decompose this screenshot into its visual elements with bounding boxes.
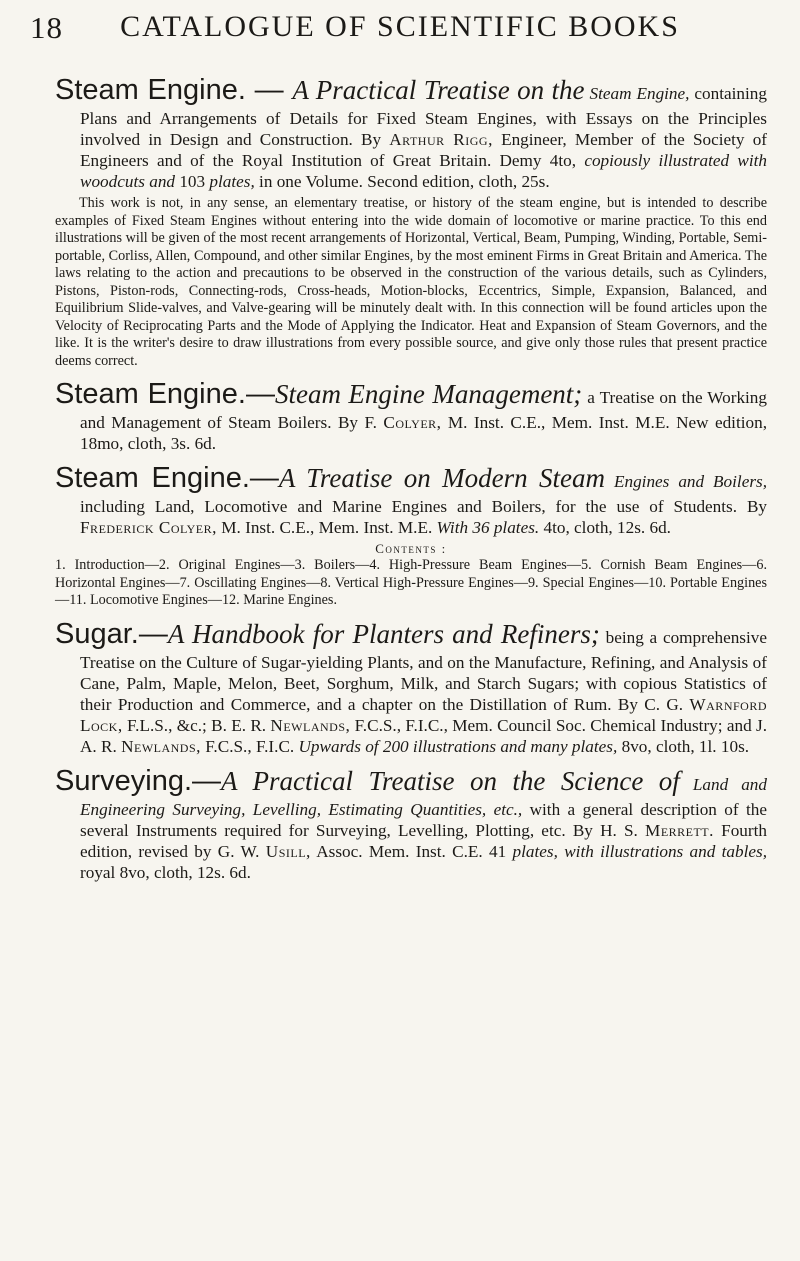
entry-text: F.C.S., F.I.C.	[200, 736, 299, 756]
entry-title: A Handbook for Planters and Refiners;	[167, 618, 600, 649]
catalogue-entry	[55, 616, 767, 757]
entry-title-cont: Engines and Boilers,	[613, 472, 767, 491]
entry-title: Steam Engine Management;	[274, 379, 583, 409]
entry-author: Usill,	[265, 841, 311, 861]
entry-text: Engineer, Member of the Society of Engineers and of the Royal Institution of Great Britain. Demy 4to,	[80, 130, 768, 170]
entry-text: 103	[175, 172, 210, 191]
entry-description	[55, 616, 767, 757]
catalogue-entry	[55, 763, 767, 883]
running-title: CATALOGUE OF SCIENTIFIC BOOKS	[120, 10, 680, 43]
catalogue-entry	[55, 460, 767, 610]
catalogue-entry	[55, 376, 767, 454]
entry-author: Warnford Lock,	[80, 694, 767, 735]
entry-text: in one Volume. Second edition, cloth, 25s.	[254, 172, 550, 191]
contents-label: Contents :	[375, 541, 447, 556]
entry-dash: —	[245, 378, 275, 410]
entry-text: containing Plans and Arrangements of Details for Fixed Steam Engines, with Essays on the Principles involved in Design and Construction. By	[80, 84, 767, 149]
entry-text: Fourth edition, revised by G. W.	[80, 820, 767, 861]
entry-text: a Treatise on the Working and Management of Steam Boilers. By F.	[80, 388, 767, 432]
catalogue-entry	[55, 72, 767, 370]
entry-heading: Surveying.	[55, 764, 193, 797]
entry-description	[55, 763, 767, 883]
entry-text-italic: copiously illustrated with woodcuts and	[80, 151, 767, 191]
entry-title-cont: Steam Engine,	[589, 84, 690, 103]
entry-dash: —	[138, 617, 168, 650]
entry-description	[55, 376, 767, 454]
entry-text: F.C.S., F.I.C., Mem. Council Soc. Chemical Industry; and J. A. R.	[80, 715, 767, 756]
entry-dash: —	[249, 462, 279, 494]
entry-description	[55, 72, 767, 192]
entry-dash: —	[245, 74, 293, 106]
entry-text-italic: plates,	[209, 172, 255, 191]
entry-dash: —	[192, 764, 222, 797]
entry-description	[55, 460, 767, 538]
entry-text-italic: Upwards of 200 illustrations and many plates,	[298, 736, 618, 756]
entry-author: Newlands,	[270, 715, 351, 735]
page-number: 18	[30, 10, 63, 45]
entry-text: including Land, Locomotive and Marine Engines and Boilers, for the use of Students. By	[80, 497, 767, 516]
entry-note: This work is not, in any sense, an elementary treatise, or history of the steam engine, but is intended to describe examples of Fixed Steam Engines without entering into the wide domain of locomotive or marine practice. To this end illustrations will be given of the most recent arrangements of Horizontal, Vertical, Beam, Pumping, Winding, Portable, Semi-portable, Corliss, Allen, Compound, and other similar Engines, by the most eminent Firms in Great Britain and America. The laws relating to the action and precautions to be observed in the construction of the various details, such as Cylinders, Pistons, Piston-rods, Connecting-rods, Cross-heads, Motion-blocks, Eccentrics, Simple, Expansion, Balanced, and Equilibrium Slide-valves, and Valve-gearing will be minutely dealt with. In this connection will be found articles upon the Velocity of Reciprocating Parts and the Mode of Applying the Indicator. Heat and Expansion of Steam Governors, and the like. It is the writer's desire to draw illustrations from every possible source, and give only those rules that present practice deems correct.	[55, 195, 767, 369]
entry-text: 4to, cloth, 12s. 6d.	[539, 518, 671, 537]
entry-heading: Steam Engine.	[55, 462, 250, 494]
entry-text: being a comprehensive Treatise on the Culture of Sugar-yielding Plants, and on the Manufacture, Refining, and Analysis of Cane, Palm, Maple, Melon, Beet, Sorghum, Milk, and Starch Sugars; with copious Statistics of their Production and Commerce, and a chapter on the Distillation of Rum. By C. G.	[80, 627, 767, 714]
contents-list: 1. Introduction—2. Original Engines—3. Boilers—4. High-Pressure Beam Engines—5. Cornish Beam Engines—6. Horizontal Engines—7. Oscillating Engines—8. Vertical High-Pressure Engines—9. Special Engines—10. Portable Engines—11. Locomotive Engines—12. Marine Engines.	[55, 557, 767, 608]
catalogue-content	[55, 72, 767, 889]
entry-heading: Steam Engine.	[55, 378, 246, 410]
entry-text: F.L.S., &c.; B. E. R.	[122, 715, 271, 735]
entry-author: Frederick Colyer,	[80, 518, 217, 537]
entry-author: Colyer,	[383, 413, 442, 432]
entry-title: A Treatise on Modern Steam	[278, 463, 606, 493]
entry-heading: Sugar.	[55, 617, 139, 650]
entry-text-italic: With 36 plates.	[436, 518, 540, 537]
entry-title: A Practical Treatise on the Science of	[221, 765, 680, 796]
entry-text: with a general description of the several Instruments required for Surveying, Levelling, Plotting, etc. By H. S.	[80, 799, 767, 840]
entry-title: A Practical Treatise on the	[292, 75, 585, 105]
entry-text: M. Inst. C.E., Mem. Inst. M.E.	[216, 518, 437, 537]
entry-text: 8vo, cloth, 1l. 10s.	[617, 736, 750, 756]
entry-text: royal 8vo, cloth, 12s. 6d.	[80, 862, 251, 882]
entry-title-cont: Land and Engineering Surveying, Levelling, Estimating Quantities, etc.,	[80, 774, 767, 819]
entry-text-italic: plates, with illustrations and tables,	[512, 841, 767, 861]
entry-author: Newlands,	[121, 736, 201, 756]
entry-text: M. Inst. C.E., Mem. Inst. M.E. New edition, 18mo, cloth, 3s. 6d.	[80, 413, 767, 453]
running-head	[30, 10, 770, 50]
entry-heading: Steam Engine.	[55, 74, 246, 106]
entry-author: Merrett.	[645, 820, 714, 840]
entry-author: Arthur Rigg,	[389, 130, 493, 149]
entry-text: Assoc. Mem. Inst. C.E. 41	[310, 841, 513, 861]
